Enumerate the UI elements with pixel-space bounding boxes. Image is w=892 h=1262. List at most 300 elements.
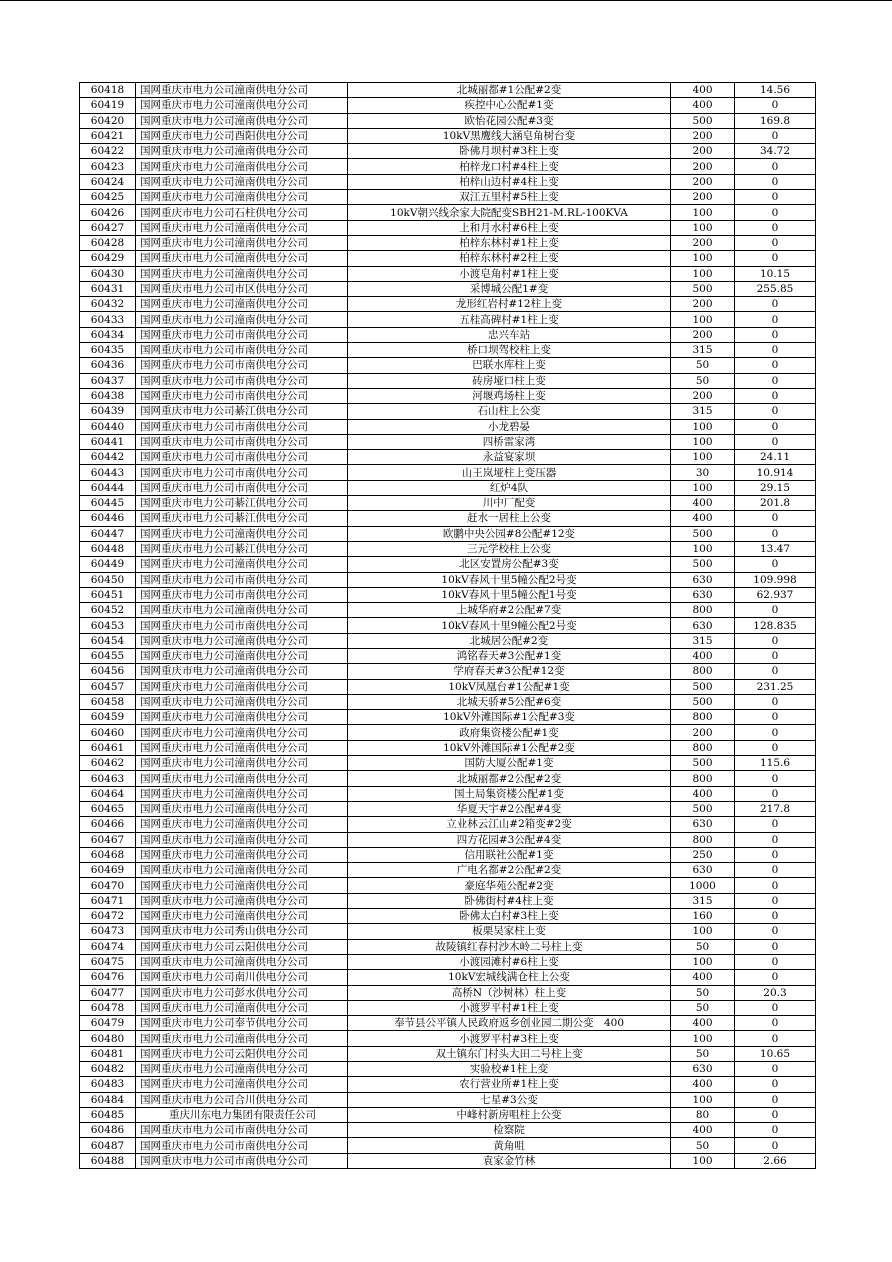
capacity-cell: 100	[671, 266, 735, 281]
transformer-name-cell: 柏梓山边村#4柱上变	[348, 174, 671, 189]
table-row	[80, 939, 816, 954]
row-id-cell: 60459	[80, 710, 136, 725]
row-id-cell: 60475	[80, 954, 136, 969]
company-cell: 国网重庆市电力公司市南供电分公司	[136, 587, 348, 602]
capacity-cell: 100	[671, 1153, 735, 1168]
transformer-name-cell: 袁家金竹林	[348, 1153, 671, 1168]
value-cell: 29.15	[735, 480, 816, 495]
company-cell: 国网重庆市电力公司綦江供电分公司	[136, 404, 348, 419]
company-cell: 国网重庆市电力公司綦江供电分公司	[136, 511, 348, 526]
value-cell: 169.8	[735, 113, 816, 128]
capacity-cell: 100	[671, 205, 735, 220]
row-id-cell: 60471	[80, 893, 136, 908]
table-row	[80, 1077, 816, 1092]
transformer-name-cell: 小渡罗平村#3柱上变	[348, 1031, 671, 1046]
transformer-name-cell: 实验校#1柱上变	[348, 1062, 671, 1077]
transformer-name-cell: 黄角咀	[348, 1138, 671, 1153]
value-cell: 0	[735, 924, 816, 939]
transformer-name-cell: 10kV宏城线满仓柱上公变	[348, 970, 671, 985]
value-cell: 0	[735, 1000, 816, 1015]
capacity-cell: 400	[671, 83, 735, 98]
row-id-cell: 60488	[80, 1153, 136, 1168]
transformer-name-cell: 柏梓龙口村#4柱上变	[348, 159, 671, 174]
table-row	[80, 327, 816, 342]
row-id-cell: 60474	[80, 939, 136, 954]
row-id-cell: 60428	[80, 235, 136, 250]
capacity-cell: 100	[671, 434, 735, 449]
row-id-cell: 60447	[80, 526, 136, 541]
capacity-cell: 30	[671, 465, 735, 480]
company-cell: 国网重庆市电力公司潼南供电分公司	[136, 847, 348, 862]
table-row	[80, 756, 816, 771]
value-cell: 201.8	[735, 496, 816, 511]
table-row	[80, 954, 816, 969]
company-cell: 国网重庆市电力公司市南供电分公司	[136, 450, 348, 465]
table-row	[80, 404, 816, 419]
row-id-cell: 60463	[80, 771, 136, 786]
capacity-cell: 100	[671, 924, 735, 939]
value-cell: 0	[735, 603, 816, 618]
capacity-cell: 50	[671, 1046, 735, 1061]
transformer-name-cell: 红炉4队	[348, 480, 671, 495]
capacity-cell: 500	[671, 694, 735, 709]
transformer-name-cell: 柏梓东林村#2柱上变	[348, 251, 671, 266]
transformer-name-cell: 10kV春风十里5幢公配1号变	[348, 587, 671, 602]
value-cell: 0	[735, 327, 816, 342]
company-cell: 国网重庆市电力公司潼南供电分公司	[136, 251, 348, 266]
table-row	[80, 1062, 816, 1077]
transformer-name-cell: 巴联水库柱上变	[348, 358, 671, 373]
company-cell: 国网重庆市电力公司市南供电分公司	[136, 343, 348, 358]
table-row	[80, 419, 816, 434]
value-cell: 0	[735, 740, 816, 755]
company-cell: 国网重庆市电力公司潼南供电分公司	[136, 266, 348, 281]
company-cell: 国网重庆市电力公司潼南供电分公司	[136, 1062, 348, 1077]
value-cell: 0	[735, 174, 816, 189]
capacity-cell: 100	[671, 220, 735, 235]
row-id-cell: 60430	[80, 266, 136, 281]
transformer-name-cell: 10kV朝兴线余家大院配变SBH21-M.RL-100KVA	[348, 205, 671, 220]
row-id-cell: 60441	[80, 434, 136, 449]
capacity-cell: 315	[671, 404, 735, 419]
value-cell: 0	[735, 954, 816, 969]
row-id-cell: 60485	[80, 1107, 136, 1122]
value-cell: 14.56	[735, 83, 816, 98]
transformer-name-cell: 赶水一居柱上公变	[348, 511, 671, 526]
capacity-cell: 200	[671, 327, 735, 342]
transformer-name-cell: 国防大厦公配#1变	[348, 756, 671, 771]
value-cell: 0	[735, 710, 816, 725]
value-cell: 231.25	[735, 679, 816, 694]
row-id-cell: 60434	[80, 327, 136, 342]
capacity-cell: 100	[671, 541, 735, 556]
row-id-cell: 60472	[80, 909, 136, 924]
value-cell: 24.11	[735, 450, 816, 465]
table-row	[80, 190, 816, 205]
transformer-name-cell: 龙形红岩村#12柱上变	[348, 297, 671, 312]
table-row	[80, 388, 816, 403]
capacity-cell: 200	[671, 725, 735, 740]
company-cell: 国网重庆市电力公司潼南供电分公司	[136, 756, 348, 771]
row-id-cell: 60468	[80, 847, 136, 862]
company-cell: 国网重庆市电力公司潼南供电分公司	[136, 664, 348, 679]
value-cell: 115.6	[735, 756, 816, 771]
transformer-name-cell: 川中厂配变	[348, 496, 671, 511]
row-id-cell: 60486	[80, 1123, 136, 1138]
capacity-cell: 315	[671, 893, 735, 908]
table-row	[80, 618, 816, 633]
transformer-name-cell: 北城天骄#5公配#6变	[348, 694, 671, 709]
transformer-name-cell: 农行营业所#1柱上变	[348, 1077, 671, 1092]
row-id-cell: 60450	[80, 572, 136, 587]
row-id-cell: 60443	[80, 465, 136, 480]
company-cell: 国网重庆市电力公司潼南供电分公司	[136, 893, 348, 908]
company-cell: 国网重庆市电力公司潼南供电分公司	[136, 863, 348, 878]
transformer-name-cell: 采博城公配1#变	[348, 281, 671, 296]
value-cell: 20.3	[735, 985, 816, 1000]
transformer-name-cell: 卧佛太白村#3柱上变	[348, 909, 671, 924]
table-row	[80, 1046, 816, 1061]
company-cell: 国网重庆市电力公司潼南供电分公司	[136, 909, 348, 924]
row-id-cell: 60437	[80, 373, 136, 388]
table-row	[80, 128, 816, 143]
company-cell: 国网重庆市电力公司秀山供电分公司	[136, 924, 348, 939]
transformer-name-cell: 上和月水村#6柱上变	[348, 220, 671, 235]
row-id-cell: 60425	[80, 190, 136, 205]
company-cell: 国网重庆市电力公司市南供电分公司	[136, 419, 348, 434]
row-id-cell: 60444	[80, 480, 136, 495]
capacity-cell: 500	[671, 113, 735, 128]
capacity-cell: 100	[671, 251, 735, 266]
company-cell: 国网重庆市电力公司市南供电分公司	[136, 465, 348, 480]
company-cell: 国网重庆市电力公司潼南供电分公司	[136, 832, 348, 847]
table-row	[80, 541, 816, 556]
row-id-cell: 60454	[80, 633, 136, 648]
capacity-cell: 400	[671, 786, 735, 801]
capacity-cell: 400	[671, 1016, 735, 1031]
row-id-cell: 60484	[80, 1092, 136, 1107]
row-id-cell: 60458	[80, 694, 136, 709]
row-id-cell: 60426	[80, 205, 136, 220]
row-id-cell: 60440	[80, 419, 136, 434]
company-cell: 国网重庆市电力公司潼南供电分公司	[136, 1077, 348, 1092]
transformer-name-cell: 双土镇东门村头大田二号柱上变	[348, 1046, 671, 1061]
value-cell: 0	[735, 909, 816, 924]
value-cell: 0	[735, 419, 816, 434]
value-cell: 0	[735, 694, 816, 709]
value-cell: 0	[735, 1107, 816, 1122]
company-cell: 国网重庆市电力公司市南供电分公司	[136, 1123, 348, 1138]
transformer-name-cell: 上城华府#2公配#7变	[348, 603, 671, 618]
table-row	[80, 281, 816, 296]
capacity-cell: 800	[671, 771, 735, 786]
company-cell: 国网重庆市电力公司云阳供电分公司	[136, 939, 348, 954]
transformer-name-cell: 板栗吴家柱上变	[348, 924, 671, 939]
table-row	[80, 235, 816, 250]
row-id-cell: 60427	[80, 220, 136, 235]
capacity-cell: 200	[671, 190, 735, 205]
capacity-cell: 500	[671, 679, 735, 694]
value-cell: 0	[735, 817, 816, 832]
row-id-cell: 60455	[80, 648, 136, 663]
company-cell: 国网重庆市电力公司潼南供电分公司	[136, 113, 348, 128]
company-cell: 重庆川东电力集团有限责任公司	[136, 1107, 348, 1122]
value-cell: 0	[735, 159, 816, 174]
value-cell: 0	[735, 786, 816, 801]
company-cell: 国网重庆市电力公司潼南供电分公司	[136, 297, 348, 312]
company-cell: 国网重庆市电力公司潼南供电分公司	[136, 312, 348, 327]
capacity-cell: 630	[671, 572, 735, 587]
row-id-cell: 60461	[80, 740, 136, 755]
row-id-cell: 60436	[80, 358, 136, 373]
value-cell: 0	[735, 970, 816, 985]
table-row	[80, 572, 816, 587]
capacity-cell: 200	[671, 297, 735, 312]
transformer-name-cell: 故陵镇红春村沙木岭二号柱上变	[348, 939, 671, 954]
company-cell: 国网重庆市电力公司潼南供电分公司	[136, 98, 348, 113]
capacity-cell: 630	[671, 1062, 735, 1077]
table-row	[80, 312, 816, 327]
transformer-name-cell: 立业林云江山#2箱变#2变	[348, 817, 671, 832]
table-row	[80, 1031, 816, 1046]
value-cell: 0	[735, 1016, 816, 1031]
capacity-cell: 800	[671, 740, 735, 755]
transformer-name-cell: 北城居公配#2变	[348, 633, 671, 648]
value-cell: 0	[735, 557, 816, 572]
company-cell: 国网重庆市电力公司石柱供电分公司	[136, 205, 348, 220]
row-id-cell: 60431	[80, 281, 136, 296]
table-row	[80, 710, 816, 725]
company-cell: 国网重庆市电力公司市南供电分公司	[136, 1153, 348, 1168]
company-cell: 国网重庆市电力公司潼南供电分公司	[136, 159, 348, 174]
row-id-cell: 60423	[80, 159, 136, 174]
capacity-cell: 500	[671, 756, 735, 771]
transformer-name-cell: 砖房垭口柱上变	[348, 373, 671, 388]
row-id-cell: 60470	[80, 878, 136, 893]
value-cell: 0	[735, 511, 816, 526]
value-cell: 0	[735, 863, 816, 878]
company-cell: 国网重庆市电力公司潼南供电分公司	[136, 83, 348, 98]
transformer-name-cell: 政府集资楼公配#1变	[348, 725, 671, 740]
company-cell: 国网重庆市电力公司市南供电分公司	[136, 618, 348, 633]
table-row	[80, 832, 816, 847]
transformer-name-cell: 国土局集资楼公配#1变	[348, 786, 671, 801]
table-row	[80, 1016, 816, 1031]
table-row	[80, 740, 816, 755]
table-row	[80, 1123, 816, 1138]
company-cell: 国网重庆市电力公司市南供电分公司	[136, 572, 348, 587]
transformer-name-cell: 卧佛月坝村#3柱上变	[348, 144, 671, 159]
transformer-name-cell: 10kV凤凰台#1公配#1变	[348, 679, 671, 694]
row-id-cell: 60422	[80, 144, 136, 159]
row-id-cell: 60439	[80, 404, 136, 419]
transformer-table	[79, 82, 816, 1169]
company-cell: 国网重庆市电力公司市南供电分公司	[136, 1138, 348, 1153]
capacity-cell: 315	[671, 633, 735, 648]
table-row	[80, 664, 816, 679]
transformer-name-cell: 四方花园#3公配#4变	[348, 832, 671, 847]
value-cell: 0	[735, 633, 816, 648]
transformer-name-cell: 奉节县公平镇人民政府返乡创业园二期公变 400	[348, 1016, 671, 1031]
transformer-name-cell: 永益宴家坝	[348, 450, 671, 465]
table-row	[80, 801, 816, 816]
value-cell: 0	[735, 404, 816, 419]
table-row	[80, 909, 816, 924]
table-row	[80, 1107, 816, 1122]
capacity-cell: 50	[671, 939, 735, 954]
row-id-cell: 60483	[80, 1077, 136, 1092]
capacity-cell: 500	[671, 526, 735, 541]
company-cell: 国网重庆市电力公司潼南供电分公司	[136, 771, 348, 786]
transformer-name-cell: 豪庭华苑公配#2变	[348, 878, 671, 893]
table-row	[80, 725, 816, 740]
row-id-cell: 60424	[80, 174, 136, 189]
row-id-cell: 60478	[80, 1000, 136, 1015]
row-id-cell: 60446	[80, 511, 136, 526]
value-cell: 0	[735, 648, 816, 663]
transformer-name-cell: 信用联社公配#1变	[348, 847, 671, 862]
company-cell: 国网重庆市电力公司云阳供电分公司	[136, 1046, 348, 1061]
value-cell: 10.15	[735, 266, 816, 281]
capacity-cell: 100	[671, 954, 735, 969]
table-row	[80, 496, 816, 511]
row-id-cell: 60462	[80, 756, 136, 771]
transformer-name-cell: 中峰村新房咀柱上公变	[348, 1107, 671, 1122]
company-cell: 国网重庆市电力公司奉节供电分公司	[136, 1016, 348, 1031]
value-cell: 0	[735, 847, 816, 862]
company-cell: 国网重庆市电力公司潼南供电分公司	[136, 557, 348, 572]
capacity-cell: 200	[671, 235, 735, 250]
row-id-cell: 60453	[80, 618, 136, 633]
table-row	[80, 113, 816, 128]
transformer-name-cell: 五桂高碑村#1柱上变	[348, 312, 671, 327]
row-id-cell: 60457	[80, 679, 136, 694]
transformer-name-cell: 北城丽都#2公配#2变	[348, 771, 671, 786]
value-cell: 10.914	[735, 465, 816, 480]
row-id-cell: 60456	[80, 664, 136, 679]
row-id-cell: 60452	[80, 603, 136, 618]
table-row	[80, 1153, 816, 1168]
capacity-cell: 400	[671, 496, 735, 511]
table-row	[80, 603, 816, 618]
company-cell: 国网重庆市电力公司潼南供电分公司	[136, 954, 348, 969]
table-row	[80, 434, 816, 449]
table-row	[80, 893, 816, 908]
row-id-cell: 60418	[80, 83, 136, 98]
table-row	[80, 220, 816, 235]
transformer-name-cell: 欧怡花园公配#3变	[348, 113, 671, 128]
capacity-cell: 400	[671, 98, 735, 113]
capacity-cell: 800	[671, 832, 735, 847]
company-cell: 国网重庆市电力公司潼南供电分公司	[136, 220, 348, 235]
table-row	[80, 557, 816, 572]
capacity-cell: 630	[671, 863, 735, 878]
row-id-cell: 60421	[80, 128, 136, 143]
row-id-cell: 60442	[80, 450, 136, 465]
capacity-cell: 500	[671, 557, 735, 572]
capacity-cell: 200	[671, 128, 735, 143]
table-row	[80, 450, 816, 465]
table-row	[80, 679, 816, 694]
value-cell: 0	[735, 526, 816, 541]
value-cell: 62.937	[735, 587, 816, 602]
value-cell: 0	[735, 220, 816, 235]
transformer-name-cell: 北区安置房公配#3变	[348, 557, 671, 572]
capacity-cell: 500	[671, 801, 735, 816]
company-cell: 国网重庆市电力公司市南供电分公司	[136, 327, 348, 342]
capacity-cell: 100	[671, 1031, 735, 1046]
row-id-cell: 60467	[80, 832, 136, 847]
row-id-cell: 60432	[80, 297, 136, 312]
transformer-name-cell: 七星#3公变	[348, 1092, 671, 1107]
value-cell: 0	[735, 205, 816, 220]
table-row	[80, 648, 816, 663]
transformer-name-cell: 柏梓东林村#1柱上变	[348, 235, 671, 250]
capacity-cell: 630	[671, 618, 735, 633]
table-row	[80, 343, 816, 358]
company-cell: 国网重庆市电力公司潼南供电分公司	[136, 801, 348, 816]
value-cell: 0	[735, 235, 816, 250]
transformer-name-cell: 鸿铭春天#3公配#1变	[348, 648, 671, 663]
capacity-cell: 100	[671, 312, 735, 327]
company-cell: 国网重庆市电力公司酉阳供电分公司	[136, 128, 348, 143]
company-cell: 国网重庆市电力公司潼南供电分公司	[136, 190, 348, 205]
value-cell: 255.85	[735, 281, 816, 296]
row-id-cell: 60473	[80, 924, 136, 939]
capacity-cell: 200	[671, 159, 735, 174]
value-cell: 0	[735, 893, 816, 908]
value-cell: 0	[735, 128, 816, 143]
value-cell: 0	[735, 1062, 816, 1077]
value-cell: 109.998	[735, 572, 816, 587]
company-cell: 国网重庆市电力公司潼南供电分公司	[136, 526, 348, 541]
value-cell: 0	[735, 1123, 816, 1138]
row-id-cell: 60433	[80, 312, 136, 327]
table-row	[80, 1138, 816, 1153]
transformer-name-cell: 小渡皂角村#1柱上变	[348, 266, 671, 281]
transformer-name-cell: 卧佛街村#4柱上变	[348, 893, 671, 908]
transformer-name-cell: 10kV黑鹰线大涵皂角树台变	[348, 128, 671, 143]
transformer-name-cell: 10kV春风十里9幢公配2号变	[348, 618, 671, 633]
capacity-cell: 200	[671, 388, 735, 403]
transformer-name-cell: 华夏天宇#2公配#4变	[348, 801, 671, 816]
capacity-cell: 800	[671, 710, 735, 725]
transformer-name-cell: 学府春天#3公配#12变	[348, 664, 671, 679]
company-cell: 国网重庆市电力公司市南供电分公司	[136, 358, 348, 373]
row-id-cell: 60487	[80, 1138, 136, 1153]
company-cell: 国网重庆市电力公司合川供电分公司	[136, 1092, 348, 1107]
value-cell: 0	[735, 878, 816, 893]
capacity-cell: 50	[671, 1138, 735, 1153]
transformer-name-cell: 小渡罗平村#1柱上变	[348, 1000, 671, 1015]
transformer-name-cell: 疾控中心公配#1变	[348, 98, 671, 113]
capacity-cell: 100	[671, 450, 735, 465]
capacity-cell: 50	[671, 373, 735, 388]
capacity-cell: 400	[671, 1123, 735, 1138]
row-id-cell: 60420	[80, 113, 136, 128]
table-row	[80, 863, 816, 878]
table-row	[80, 98, 816, 113]
company-cell: 国网重庆市电力公司市南供电分公司	[136, 373, 348, 388]
table-row	[80, 817, 816, 832]
transformer-name-cell: 广电名都#2公配#2变	[348, 863, 671, 878]
value-cell: 0	[735, 939, 816, 954]
row-id-cell: 60445	[80, 496, 136, 511]
transformer-name-cell: 欧鹏中央公园#8公配#12变	[348, 526, 671, 541]
transformer-name-cell: 10kV春风十里5幢公配2号变	[348, 572, 671, 587]
transformer-name-cell: 山王岚垭柱上变压器	[348, 465, 671, 480]
transformer-name-cell: 双江五里村#5柱上变	[348, 190, 671, 205]
